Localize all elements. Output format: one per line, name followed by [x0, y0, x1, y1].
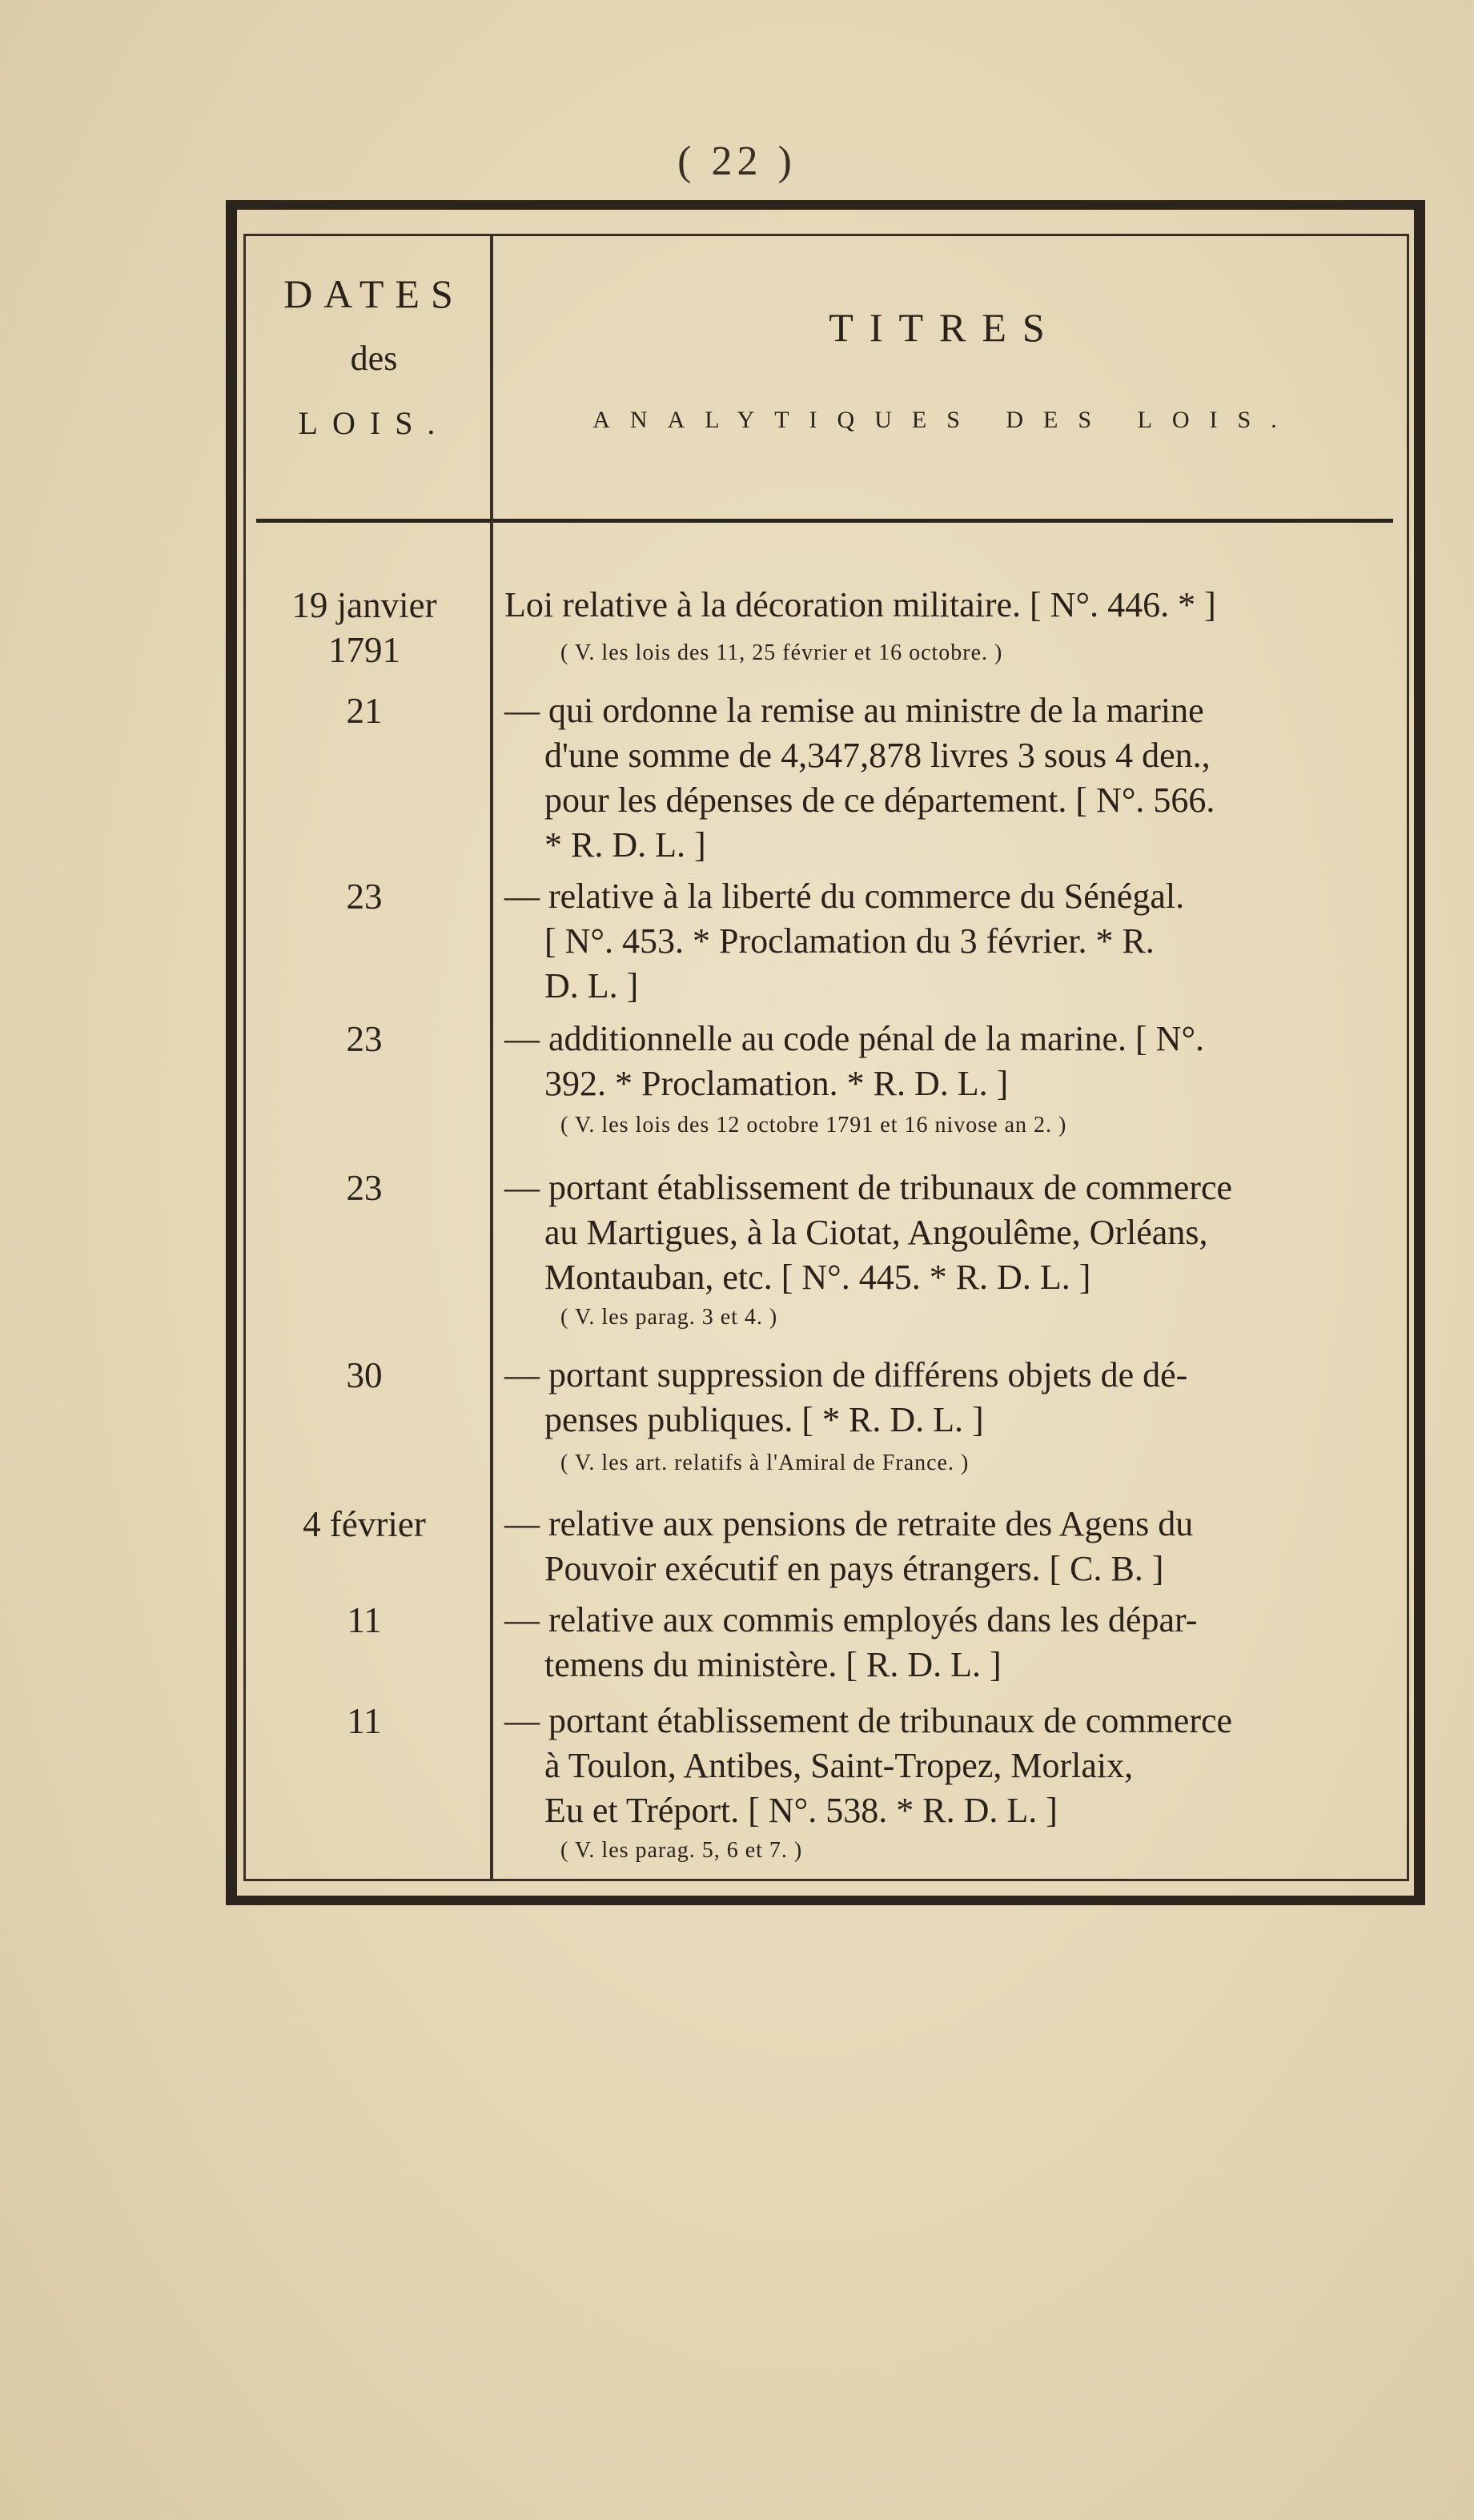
entry-line: au Martigues, à la Ciotat, Angoulême, Orléans, — [544, 1213, 1208, 1252]
entry-line: à Toulon, Antibes, Saint-Tropez, Morlaix, — [544, 1746, 1134, 1785]
entry-line: — qui ordonne la remise au ministre de la marine — [504, 691, 1204, 730]
entry-text — [504, 1699, 1474, 1833]
entry-line: — portant établissement de tribunaux de commerce — [504, 1168, 1233, 1207]
entry-date: 11 — [347, 1600, 382, 1640]
entry-text — [504, 688, 1474, 868]
titles-column-header — [496, 304, 1393, 434]
entry-line: Eu et Tréport. [ N°. 538. * R. D. L. ] — [544, 1791, 1058, 1830]
entry-note: ( V. les lois des 11, 25 février et 16 octobre. ) — [560, 640, 1003, 665]
entry-date — [240, 583, 488, 672]
entry-line: d'une somme de 4,347,878 livres 3 sous 4 den., — [544, 736, 1211, 775]
entry-note: ( V. les parag. 3 et 4. ) — [560, 1305, 778, 1330]
entry-line: — additionnelle au code pénal de la marine. [ N°. — [504, 1019, 1205, 1058]
entry-text — [504, 1166, 1474, 1300]
entry-date: 4 février — [303, 1504, 426, 1544]
entry-text — [504, 1598, 1474, 1687]
entry-line: — relative à la liberté du commerce du Sénégal. — [504, 877, 1185, 916]
entry-note: ( V. les art. relatifs à l'Amiral de France. ) — [560, 1451, 970, 1475]
entry-line: [ N°. 453. * Proclamation du 3 février. * R. — [544, 921, 1155, 961]
entry-date: 23 — [346, 1019, 383, 1059]
entry-date: 30 — [346, 1355, 383, 1395]
entry-text — [504, 1502, 1474, 1591]
page-number: ( 22 ) — [677, 138, 797, 184]
header-rule — [256, 519, 1393, 523]
entry-date: 21 — [346, 691, 383, 731]
entry-line: — portant établissement de tribunaux de commerce — [504, 1701, 1233, 1740]
entry-line: D. L. ] — [544, 966, 639, 1005]
titles-header-line1: TITRES — [829, 305, 1061, 350]
dates-header-line3: LOIS. — [298, 405, 450, 441]
entry-date: 23 — [346, 1168, 383, 1208]
entry-line: Loi relative à la décoration militaire. [ N°. 446. * ] — [504, 585, 1216, 624]
entry-line: Montauban, etc. [ N°. 445. * R. D. L. ] — [544, 1258, 1091, 1297]
entry-text — [504, 583, 1474, 628]
entry-note: ( V. les lois des 12 octobre 1791 et 16 nivose an 2. ) — [560, 1113, 1067, 1138]
entry-date-year: 1791 — [328, 630, 400, 670]
entry-line: — relative aux commis employés dans les dépar- — [504, 1600, 1198, 1639]
entry-line: * R. D. L. ] — [544, 825, 706, 865]
titles-header-line2: ANALYTIQUES DES LOIS. — [592, 407, 1297, 433]
entry-text — [504, 1017, 1474, 1106]
entry-date-day: 19 janvier — [291, 585, 437, 625]
entry-line: 392. * Proclamation. * R. D. L. ] — [544, 1064, 1009, 1103]
dates-header-line2: des — [350, 339, 398, 378]
entry-line: pour les dépenses de ce département. [ N°. 566. — [544, 780, 1215, 820]
entry-line: temens du ministère. [ R. D. L. ] — [544, 1645, 1002, 1684]
entry-line: — portant suppression de différens objets de dé- — [504, 1355, 1188, 1394]
entry-date: 11 — [347, 1701, 382, 1741]
dates-header-line1: DATES — [283, 271, 464, 316]
dates-column-header — [258, 271, 490, 442]
entry-line: penses publiques. [ * R. D. L. ] — [544, 1400, 984, 1439]
entry-line: — relative aux pensions de retraite des Agens du — [504, 1504, 1194, 1543]
entry-note: ( V. les parag. 5, 6 et 7. ) — [560, 1838, 803, 1863]
entry-text — [504, 874, 1474, 1009]
column-divider — [490, 234, 493, 1881]
entry-line: Pouvoir exécutif en pays étrangers. [ C. B. ] — [544, 1549, 1164, 1588]
entry-text — [504, 1353, 1474, 1443]
entry-date: 23 — [346, 877, 383, 917]
